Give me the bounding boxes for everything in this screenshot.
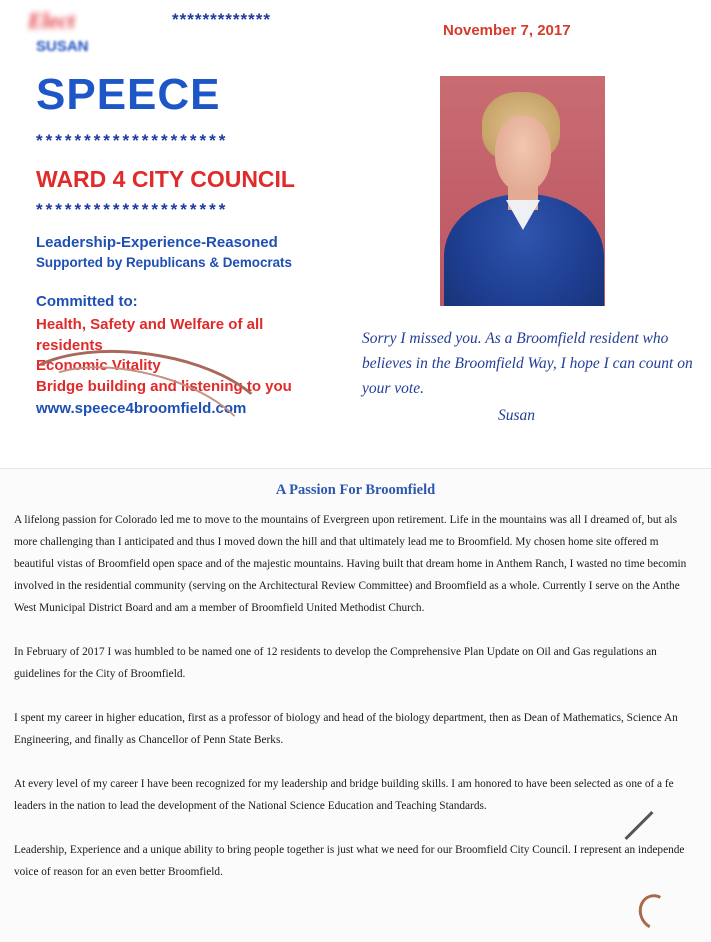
priority-item: Bridge building and listening to you [36,377,292,395]
stars-divider: ******************** [36,131,229,150]
letter-paragraph [14,509,711,619]
priority-item: Economic Vitality [36,357,161,374]
letter-body [14,509,711,905]
text-line: Leadership, Experience and a unique ability to bring people together is just what we need for our Broomfield City Council. I represent an independe [14,844,685,856]
letter-paragraph [14,707,711,751]
campaign-tagline: Leadership-Experience-Reasoned [36,234,278,251]
campaign-flyer [0,0,711,470]
text-line: West Municipal District Board and am a member of Broomfield United Methodist Church. [14,602,425,614]
text-line: I spent my career in higher education, first as a professor of biology and head of the biology department, then as Dean of Mathematics, Science An [14,712,678,724]
priority-item: Health, Safety and Welfare of all residents [36,316,264,354]
committed-heading: Committed to: [36,293,138,310]
text-line: beautiful vistas of Broomfield open space and of the majestic mountains. Having built that dream home in Anthem Ranch, I wasted no time becomin [14,558,687,570]
text-line: At every level of my career I have been recognized for my leadership and bridge building skills. I am honored to have been selected as one of a fe [14,778,674,790]
text-line: involved in the residential community (serving on the Architectural Review Committee) and Broomfield as a whole. Currently I serve on the Anthe [14,580,680,592]
text-line: In February of 2017 I was humbled to be named one of 12 residents to develop the Comprehensive Plan Update on Oil and Gas regulations an [14,646,657,658]
letter-paragraph [14,773,711,817]
text-line: voice of reason for an even better Broomfield. [14,866,223,878]
text-line: more challenging than I anticipated and thus I moved down the hill and that ultimately lead me to Broomfield. My chosen home site offered m [14,536,659,548]
text-line: leaders in the nation to lead the development of the National Science Education and Teaching Standards. [14,800,487,812]
candidate-last-name: SPEECE [36,70,221,119]
bipartisan-support: Supported by Republicans & Democrats [36,255,292,270]
stars-divider-top: ************* [172,10,272,29]
text-line: Engineering, and finally as Chancellor of Penn State Berks. [14,734,284,746]
letter-paragraph [14,839,711,883]
campaign-website-link[interactable]: www.speece4broomfield.com [36,400,247,417]
office-title: WARD 4 CITY COUNCIL [36,166,295,192]
election-date: November 7, 2017 [443,22,571,39]
candidate-first-name: SUSAN [36,38,89,55]
handwritten-note: Sorry I missed you. As a Broomfield resident who believes in the Broomfield Way, I hope I can count on your vote. [362,330,693,397]
letter-page [0,468,711,942]
stars-divider: ******************** [36,200,229,219]
candidate-photo [440,76,605,306]
signature: Susan [498,407,536,424]
letter-title: A Passion For Broomfield [275,482,436,498]
elect-heading-blurred: Elect [28,8,75,33]
text-line: guidelines for the City of Broomfield. [14,668,186,680]
text-line: A lifelong passion for Colorado led me to move to the mountains of Evergreen upon retirement. Life in the mountains was all I dreamed of, but als [14,514,678,526]
letter-paragraph [14,641,711,685]
